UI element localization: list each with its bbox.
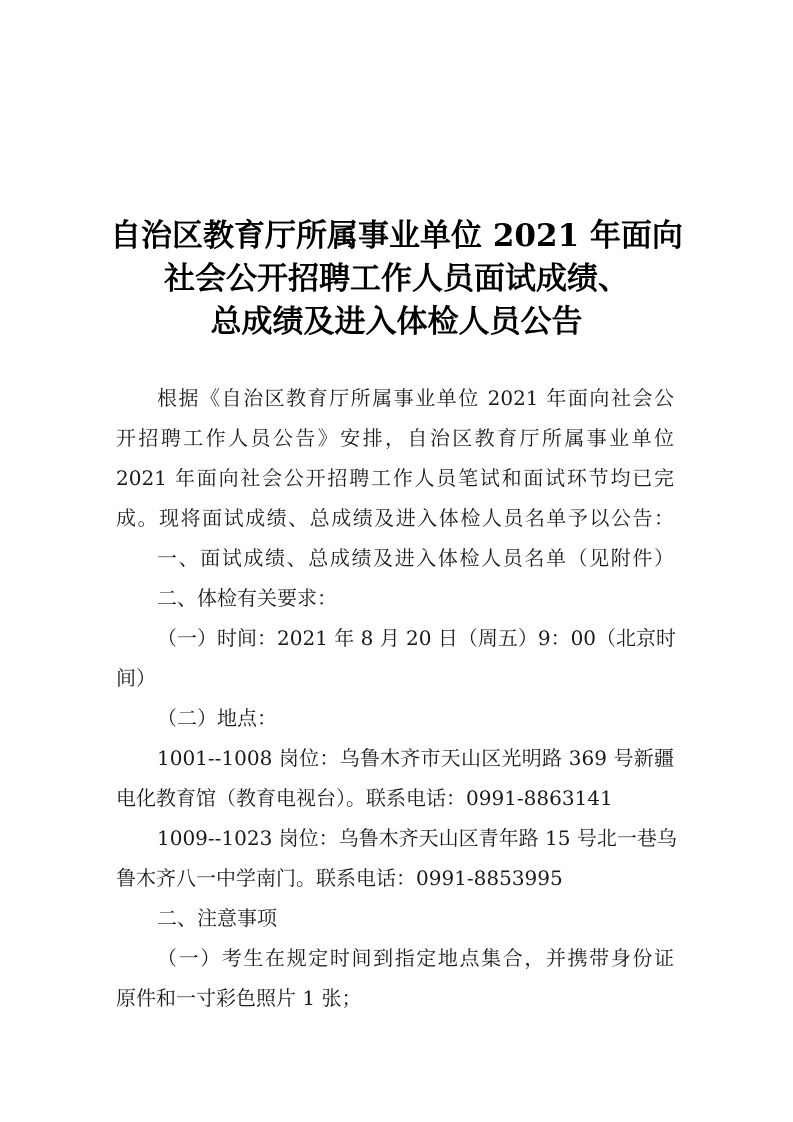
location-a-line-1: 1001--1008 岗位：乌鲁木齐市天山区光明路 369 号新疆 — [157, 746, 674, 770]
section-one-heading: 一、面试成绩、总成绩及进入体检人员名单（见附件） — [157, 546, 674, 570]
intro-paragraph-line-3: 2021 年面向社会公开招聘工作人员笔试和面试环节均已完 — [116, 466, 674, 490]
intro-paragraph-line-1: 根据《自治区教育厅所属事业单位 2021 年面向社会公 — [157, 386, 674, 410]
note-one-line-1: （一）考生在规定时间到指定地点集合，并携带身份证 — [157, 946, 674, 970]
notes-heading: 二、注意事项 — [157, 906, 277, 930]
announcement-title-line-2: 社会公开招聘工作人员面试成绩、 — [164, 261, 629, 297]
announcement-title-line-3: 总成绩及进入体检人员公告 — [210, 304, 583, 340]
location-a-line-2: 电化教育馆（教育电视台）。联系电话：0991-8863141 — [116, 786, 613, 810]
note-one-line-2: 原件和一寸彩色照片 1 张； — [116, 986, 362, 1010]
location-b-line-1: 1009--1023 岗位：乌鲁木齐天山区青年路 15 号北一巷乌 — [157, 826, 677, 850]
location-heading: （二）地点： — [157, 706, 277, 730]
section-two-heading: 二、体检有关要求： — [157, 586, 337, 610]
exam-time-line-2: 间） — [116, 666, 156, 690]
intro-paragraph-line-4: 成。现将面试成绩、总成绩及进入体检人员名单予以公告： — [116, 506, 674, 530]
exam-time-line-1: （一）时间：2021 年 8 月 20 日（周五）9：00（北京时 — [157, 626, 677, 650]
intro-paragraph-line-2: 开招聘工作人员公告》安排，自治区教育厅所属事业单位 — [116, 426, 674, 450]
announcement-title-line-1: 自治区教育厅所属事业单位 2021 年面向 — [110, 218, 683, 254]
location-b-line-2: 鲁木齐八一中学南门。联系电话：0991-8853995 — [116, 866, 563, 890]
